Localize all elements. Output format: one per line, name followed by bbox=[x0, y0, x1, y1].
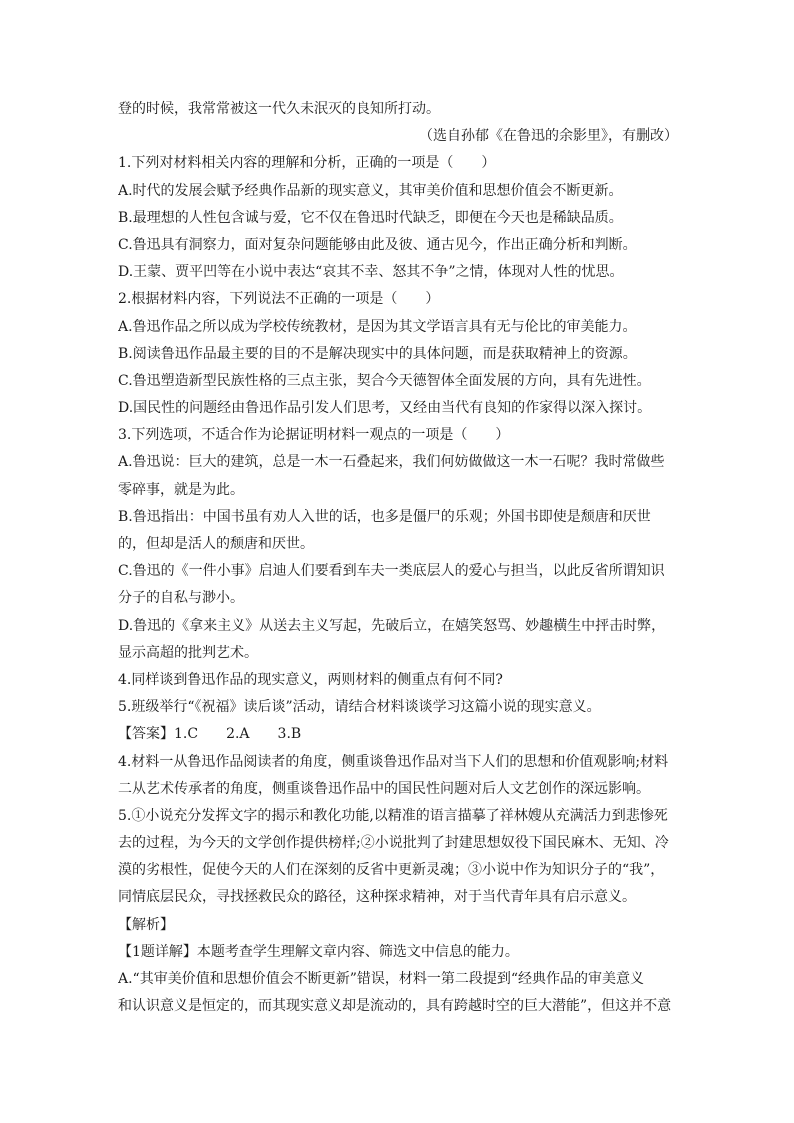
question-2: 2.根据材料内容，下列说法不正确的一项是（ ） bbox=[118, 291, 440, 308]
text-line: 登的时候，我常常被这一代久未泯灭的良知所打动。 bbox=[118, 101, 440, 117]
option-3a: A.鲁迅说：巨大的建筑，总是一木一石叠起来，我们何妨做做这一木一石呢？我时常做些 bbox=[118, 454, 665, 471]
document-page bbox=[118, 96, 678, 1020]
answer-5: 5.①小说充分发挥文字的揭示和教化功能,以精准的语言描摹了祥林嫂从充满活力到悲惨死 bbox=[118, 807, 668, 824]
option-1c: C.鲁迅具有洞察力，面对复杂问题能够由此及彼、通古见今，作出正确分析和判断。 bbox=[118, 236, 637, 253]
answer-heading: 【答案】1.C 2.A 3.B bbox=[118, 726, 302, 743]
analysis-1a: A.“其审美价值和思想价值会不断更新”错误，材料一第二段提到“经典作品的审美意义 bbox=[118, 971, 645, 987]
answer-4: 4.材料一从鲁迅作品阅读者的角度，侧重谈鲁迅作品对当下人们的思想和价值观影响;材料 bbox=[118, 753, 669, 770]
question-1: 1.下列对材料相关内容的理解和分析，正确的一项是（ ） bbox=[118, 155, 496, 172]
option-3c: C.鲁迅的《一件小事》启迪人们要看到车夫一类底层人的爱心与担当，以此反省所谓知识 bbox=[118, 563, 665, 580]
analysis-heading: 【解析】 bbox=[118, 916, 174, 933]
source-citation: （选自孙郁《在鲁迅的余影里》，有删改） bbox=[419, 128, 678, 145]
option-3c-cont: 分子的自私与渺小。 bbox=[118, 590, 244, 607]
option-1a: A.时代的发展会赋予经典作品新的现实意义，其审美价值和思想价值会不断更新。 bbox=[118, 182, 623, 199]
answer-5-cont2: 漠的劣根性，促使今天的人们在深刻的反省中更新灵魂；③小说中作为知识分子的“我”， bbox=[118, 862, 665, 879]
option-1b: B.最理想的人性包含诚与爱，它不仅在鲁迅时代缺乏，即便在今天也是稀缺品质。 bbox=[118, 209, 623, 226]
question-3: 3.下列选项，不适合作为论据证明材料一观点的一项是（ ） bbox=[118, 427, 510, 444]
option-3b-cont: 的，但却是活人的颓唐和厌世。 bbox=[118, 536, 314, 552]
option-2c: C.鲁迅塑造新型民族性格的三点主张，契合今天德智体全面发展的方向，具有先进性。 bbox=[118, 372, 651, 389]
analysis-1-heading: 【1题详解】本题考查学生理解文章内容、筛选文中信息的能力。 bbox=[118, 943, 519, 960]
option-3d: D.鲁迅的《拿来主义》从送去主义写起，先破后立，在嬉笑怒骂、妙趣横生中抨击时弊， bbox=[118, 617, 666, 634]
answer-4-cont: 二从艺术传承者的角度，侧重谈鲁迅作品中的国民性问题对后人文艺创作的深远影响。 bbox=[118, 780, 650, 797]
answer-5-cont3: 同情底层民众，寻找拯救民众的路径，这种探求精神，对于当代青年具有启示意义。 bbox=[118, 889, 636, 906]
answer-5-cont1: 去的过程，为今天的文学创作提供榜样;②小说批判了封建思想奴役下国民麻木、无知、冷 bbox=[118, 835, 669, 852]
question-5: 5.班级举行“《祝福》读后谈”活动，请结合材料谈谈学习这篇小说的现实意义。 bbox=[118, 699, 601, 716]
option-3a-cont: 零碎事，就是为此。 bbox=[118, 481, 244, 498]
option-2a: A.鲁迅作品之所以成为学校传统教材，是因为其文学语言具有无与伦比的审美能力。 bbox=[118, 318, 637, 335]
question-4: 4.同样谈到鲁迅作品的现实意义，两则材料的侧重点有何不同? bbox=[118, 671, 503, 688]
option-2d: D.国民性的问题经由鲁迅作品引发人们思考，又经由当代有良知的作家得以深入探讨。 bbox=[118, 400, 652, 417]
option-2b: B.阅读鲁迅作品最主要的目的不是解决现实中的具体问题，而是获取精神上的资源。 bbox=[118, 345, 637, 362]
option-3b: B.鲁迅指出：中国书虽有劝人入世的话，也多是僵尸的乐观；外国书即使是颓唐和厌世 bbox=[118, 508, 651, 525]
option-1d: D.王蒙、贾平凹等在小说中表达“哀其不幸、怒其不争”之情，体现对人性的忧思。 bbox=[118, 264, 624, 281]
analysis-1a-cont: 和认识意义是恒定的，而其现实意义却是流动的，具有跨越时空的巨大潜能”，但这并不意 bbox=[118, 998, 672, 1015]
option-3d-cont: 显示高超的批判艺术。 bbox=[118, 644, 258, 661]
